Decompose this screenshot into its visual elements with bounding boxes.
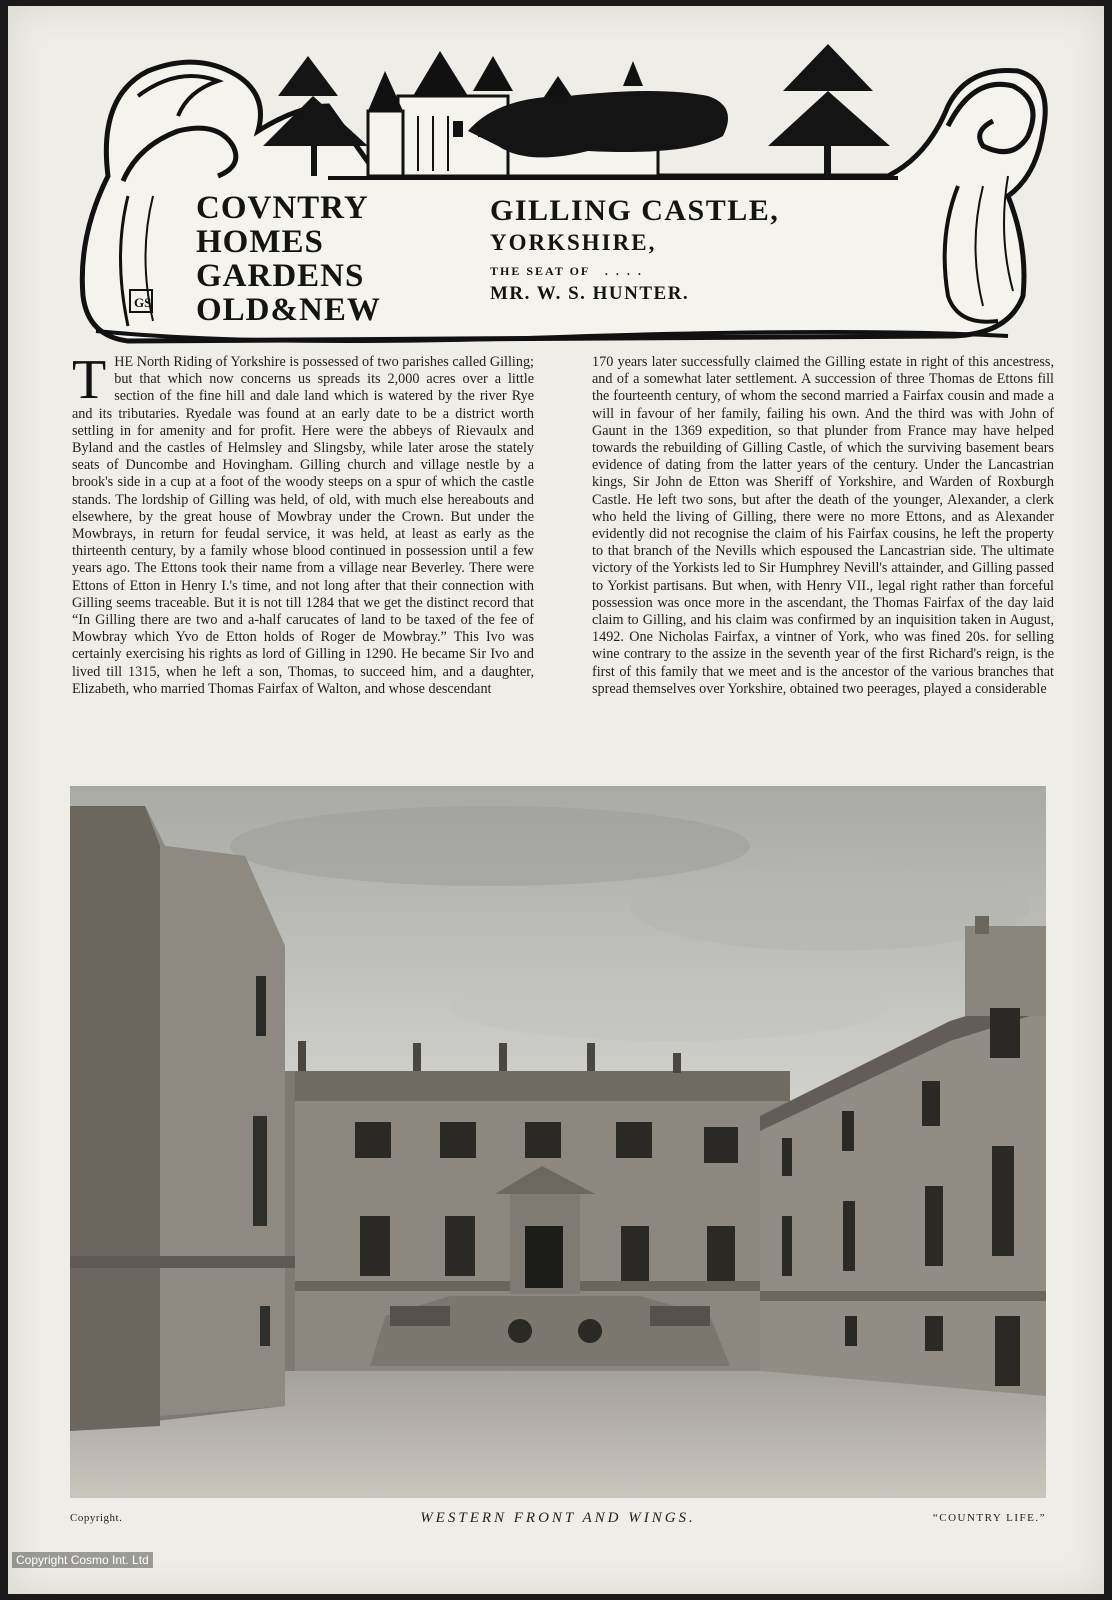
article-title-block [490,194,779,305]
photo-footer [70,1510,1046,1532]
svg-text:GS: GS [134,295,152,310]
watermark: Copyright Cosmo Int. Ltd [12,1552,153,1568]
article-column-left [72,354,534,774]
seat-label: THE SEAT OF [490,264,590,278]
article-title: GILLING CASTLE, [490,194,780,227]
copyright-label: Copyright. [70,1512,123,1524]
right-column-text: 170 years later successfully claimed the Gilling estate in right of this ancestress, and of a somewhat later settlement. A succession of three Thomas de Ettons fill the fourteenth century, of whom the second married a Fairfax cousin and made a will in favour of her family, failing his own. And the third was with John of Gaunt in the 1369 expedition, so that plunder from France may have helped towards the rebuilding of Gilling Castle, of which the surviving basement bears evidence of dating from the latter years of the century. Under the Lancastrian kings, Sir John de Etton was Sheriff of Yorkshire, and Warden of Roxburgh Castle. He left two sons, but after the death of the younger, Alexander, a clerk who held the living of Gilling, there were no more Ettons, and as Alexander evidently did not recognise the claim of his Fairfax cousins, he left the property to that branch of the Nevills which espoused the Lancastrian side. The ultimate victory of the Yorkists led to Sir Humphrey Nevill's attainder, and Gilling passed to Yorkist partisans. But when, with Henry VII., legal right rather than forceful possession was once more in the ascendant, the Thomas Fairfax of the day laid claim to Gilling, and his claim was confirmed by an inquisition taken in August, 1492. One Nicholas Fairfax, a vintner of York, who was fined 20s. for selling wine contrary to the assize in the seventh year of the first Richard's reign, is the first of this family that we meet and is the ancestor of the various branches that spread themselves over Yorkshire, obtained two peerages, played a considerable [592,354,1054,697]
drop-cap: T [72,354,107,411]
seat-dots: .... [604,264,649,278]
right-tree-drawing [768,44,890,178]
photo-caption: WESTERN FRONT AND WINGS. [420,1510,696,1526]
owner-name: MR. W. S. HUNTER. [490,283,690,304]
castle-photograph [70,786,1046,1498]
left-column-text: HE North Riding of Yorkshire is possessed of two parishes called Gilling; but that which now concerns us spreads its 2,000 acres over a little section of the fine hill and dale land which is watered by the river Rye and its tributaries. Ryedale was found at an early date to be a district worth settling in for amenity and for profit. Here were the abbeys of Rievaulx and Byland and the castles of Helmsley and Slingsby, while later arose the stately seats of Duncombe and Hovingham. Gilling church and village nestle by a brook's side in a cup at a foot of the woody steeps on a spur of which the castle stands. The lordship of Gilling was held, of old, with much else hereabouts and elsewhere, by the great house of Mowbray under the Crown. But under the Mowbrays, in return for feudal service, it was held, at least as early as the thirteenth century, by a family whose blood continued in possession until a few years ago. The Ettons took their name from a village near Beverley. There were Ettons of Etton in Henry I.'s time, and not long after that their connection with Gilling seems traceable. But it is not till 1284 that we get the distinct record that “In Gilling there are two and a-half carucates of land to be taxed of the fee of Mowbray which Yvo de Etton holds of Roger de Mowbray.” This Ivo was certainly exercising his rights as lord of Gilling in 1290. He became Sir Ivo and lived till 1315, when he left a son, Thomas, to succeed him, and a daughter, Elizabeth, who married Thomas Fairfax of Walton, and whose descendant [72,354,534,697]
series-title: COVNTRY HOMES GARDENS OLD&NEW [196,190,381,328]
article-column-right [592,354,1054,774]
header-banner [68,36,1058,354]
magazine-page [8,6,1104,1594]
article-county: YORKSHIRE, [490,230,657,255]
photo-credit: “COUNTRY LIFE.” [932,1512,1046,1524]
seat-label-row [490,264,779,279]
